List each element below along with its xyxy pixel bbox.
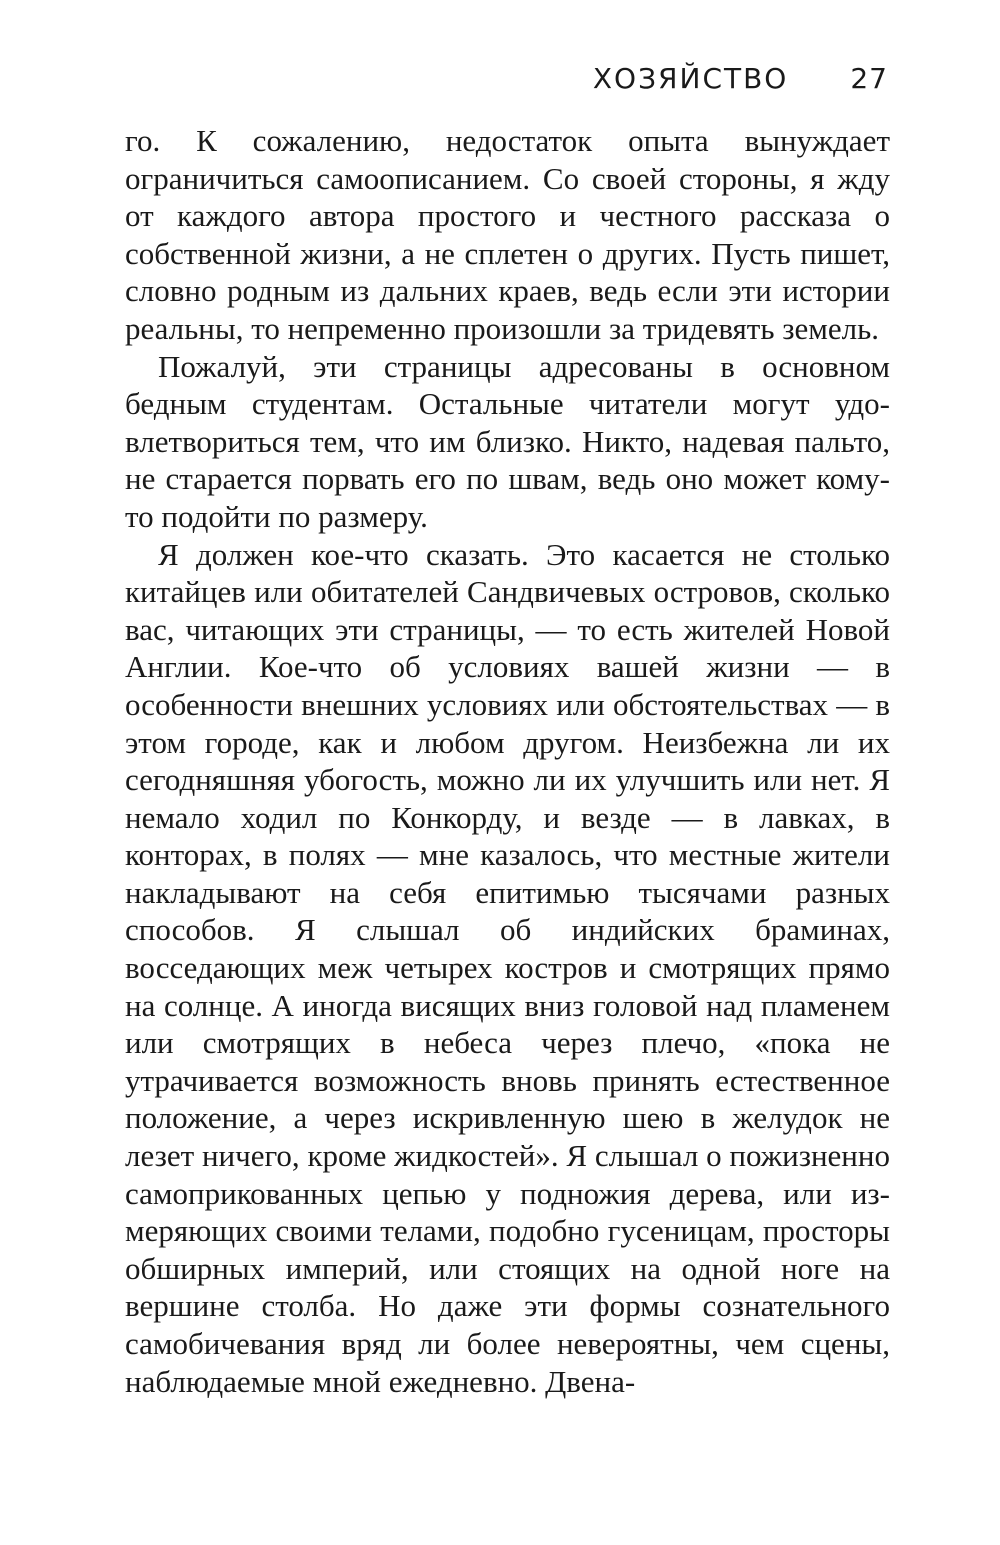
paragraph: Пожалуй, эти страницы адресованы в основном бедным студентам. Остальные читатели могут удовлетвориться тем, что им близко. Никто, надевая пальто, не старается порвать его по швам, ведь оно может кому-то подойти по размеру. (125, 348, 890, 534)
section-title: ХОЗЯЙСТВО (592, 62, 789, 95)
paragraph: Я должен кое-что сказать. Это касается не столько китайцев или обитателей Сандвичевых островов, сколько вас, читающих эти страницы, — то есть жителей Новой Англии. Кое-что об условиях вашей жизни — в особенности внешних условиях или обстоятельствах — в этом городе, как и любом другом. Неизбежна ли их сегодняшняя убогость, можно ли их улучшить или нет. Я немало ходил по Конкорду, и везде — в лавках, в конторах, в полях — мне казалось, что местные жители накладывают на себя епитимью тысячами разных способов. Я слышал об индийских браминах, восседающих меж четырех костров и смотрящих прямо на солнце. А иногда висящих вниз головой над пламенем или смотрящих в небеса через плечо, «пока не утрачивается возможность вновь принять естественное положение, а через искривленную шею в желудок не лезет ничего, кроме жидкостей». Я слышал о пожизненно самоприкованных цепью у подножия дерева, или измеряющих своими телами, подобно гусеницам, просторы обширных империй, или стоящих на одной ноге на вершине столба. Но даже эти формы сознательного самобичевания вряд ли более невероятны, чем сцены, наблюдаемые мной ежедневно. Двена- (125, 536, 890, 1399)
running-head (593, 62, 888, 95)
page-number: 27 (850, 62, 888, 95)
paragraph: го. К сожалению, недостаток опыта вынуждает ограничиться самоописанием. Со своей стороны, я жду от каждого автора простого и честного рассказа о собственной жизни, а не сплетен о других. Пусть пишет, словно родным из дальних краев, ведь если эти истории реальны, то непременно произошли за тридевять земель. (125, 123, 890, 346)
body-text (125, 122, 890, 1400)
